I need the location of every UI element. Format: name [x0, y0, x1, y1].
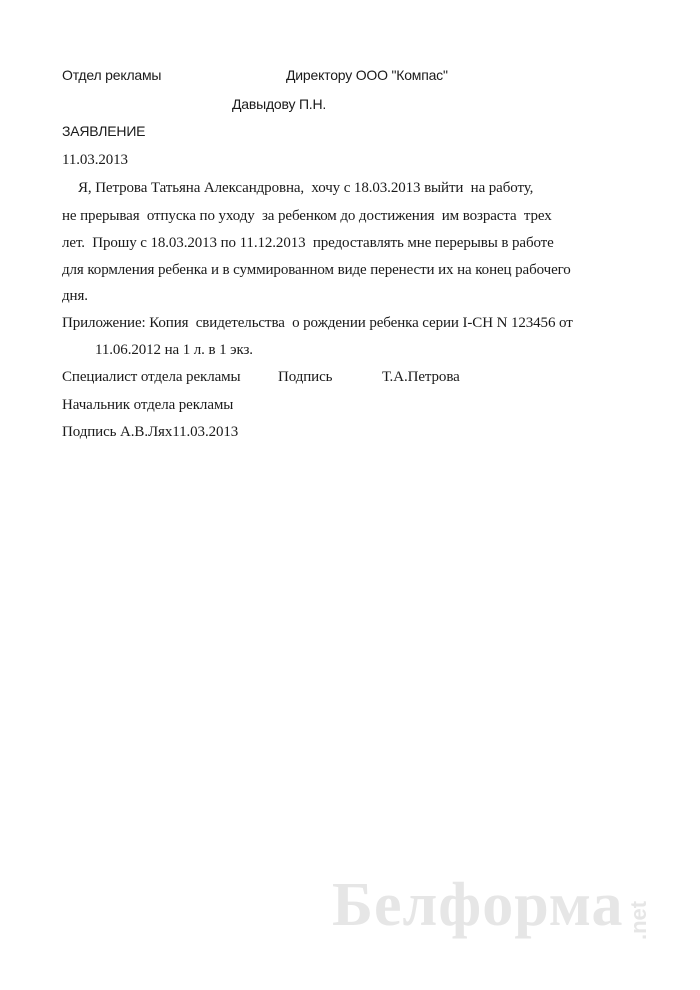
specialist-position: Специалист отдела рекламы	[62, 369, 241, 385]
watermark-logo: Белформа	[332, 871, 624, 939]
attachment-line-2: 11.06.2012 на 1 л. в 1 экз.	[95, 342, 253, 358]
addressee-line-2: Давыдову П.Н.	[232, 96, 327, 112]
specialist-name: Т.А.Петрова	[382, 369, 460, 385]
watermark-domain: .net	[626, 900, 651, 940]
department-name: Отдел рекламы	[62, 67, 162, 83]
document-date: 11.03.2013	[62, 152, 128, 168]
body-line-4: для кормления ребенка и в суммированном виде перенести их на конец рабочего	[62, 262, 571, 278]
document-title: ЗАЯВЛЕНИЕ	[62, 123, 146, 139]
head-signature-line: Подпись А.В.Лях11.03.2013	[62, 424, 239, 440]
body-line-1: Я, Петрова Татьяна Александровна, хочу с 18.03.2013 выйти на работу,	[78, 180, 534, 196]
head-position: Начальник отдела рекламы	[62, 397, 234, 413]
body-line-5: дня.	[62, 288, 88, 304]
body-line-3: лет. Прошу с 18.03.2013 по 11.12.2013 предоставлять мне перерывы в работе	[62, 235, 554, 251]
specialist-signature-label: Подпись	[278, 369, 333, 385]
addressee-line-1: Директору ООО "Компас"	[286, 67, 448, 83]
attachment-line-1: Приложение: Копия свидетельства о рождении ребенка серии I-СН N 123456 от	[62, 315, 573, 331]
body-line-2: не прерывая отпуска по уходу за ребенком до достижения им возраста трех	[62, 208, 552, 224]
